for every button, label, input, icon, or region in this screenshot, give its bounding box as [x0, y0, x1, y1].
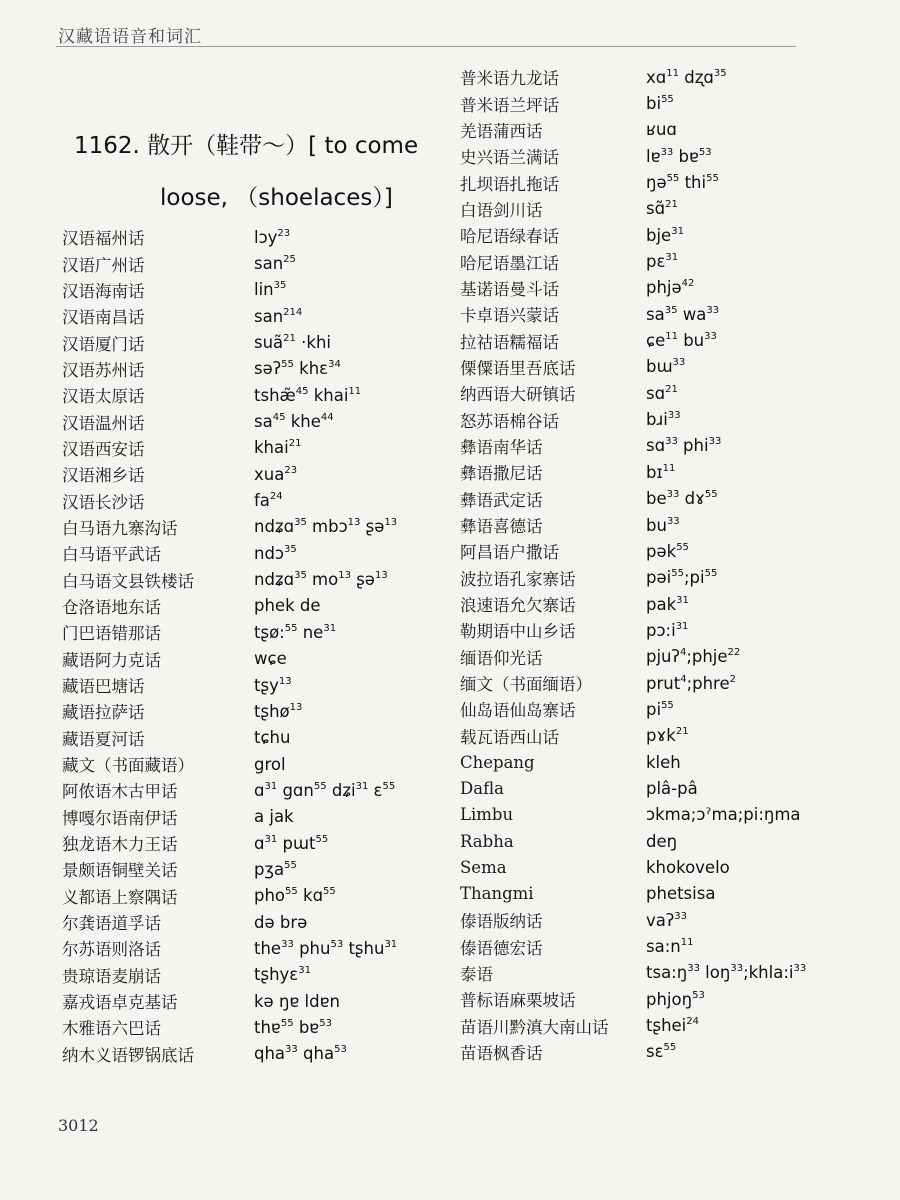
list-item — [62, 909, 397, 935]
language-name: 纳西语大研镇话 — [460, 385, 576, 405]
language-name: 贵琼语麦崩话 — [62, 966, 161, 986]
list-item — [460, 828, 806, 854]
list-item — [62, 593, 397, 619]
language-name: 汉语西安话 — [62, 439, 145, 459]
phonetic-form: phjə$^{42}$ — [646, 278, 695, 298]
right-word-list — [460, 64, 806, 1065]
phonetic-form: səʔ$^{55}$ khɛ$^{34}$ — [254, 359, 341, 379]
language-name: 木雅语六巴话 — [62, 1019, 161, 1039]
header-rule — [56, 46, 796, 47]
language-name: Sema — [460, 857, 507, 877]
phonetic-form: $be^{33}$ dɤ$^{55}$ — [646, 489, 718, 509]
left-word-list — [62, 224, 397, 1067]
phonetic-form: pək$^{55}$ — [646, 541, 689, 561]
list-item — [460, 907, 806, 933]
list-item — [460, 143, 806, 169]
list-item — [62, 883, 397, 909]
list-item — [62, 461, 397, 487]
list-item — [62, 408, 397, 434]
phonetic-form: vaʔ$^{33}$ — [646, 910, 688, 930]
phonetic-form: pho$^{55}$ kɑ$^{55}$ — [254, 886, 336, 906]
language-name: 白马语文县铁楼话 — [62, 571, 194, 591]
list-item — [460, 512, 806, 538]
list-item — [62, 935, 397, 961]
phonetic-form: plâ-pâ — [646, 778, 698, 798]
phonetic-form: lin$^{35}$ — [254, 280, 287, 300]
phonetic-form: $sa:n^{11}$ — [646, 937, 694, 957]
language-name: Chepang — [460, 752, 535, 772]
phonetic-form: ŋə$^{55}$ thi$^{55}$ — [646, 173, 719, 193]
phonetic-form: grol — [254, 754, 286, 774]
list-item — [62, 988, 397, 1014]
list-item — [460, 169, 806, 195]
list-item — [62, 277, 397, 303]
list-item — [62, 329, 397, 355]
phonetic-form: phek de — [254, 596, 321, 616]
phonetic-form: tʂhei$^{24}$ — [646, 1016, 699, 1036]
phonetic-form: tʂhyɛ$^{31}$ — [254, 965, 311, 985]
language-name: 门巴语错那话 — [62, 624, 161, 644]
phonetic-form: phetsisa — [646, 884, 716, 904]
list-item — [460, 222, 806, 248]
language-name: 基诺语曼斗话 — [460, 279, 559, 299]
language-name: 苗语枫香话 — [460, 1043, 543, 1063]
language-name: Dafla — [460, 778, 504, 798]
phonetic-form: pɤk$^{21}$ — [646, 726, 689, 746]
list-item — [62, 646, 397, 672]
language-name: 普标语麻栗坡话 — [460, 991, 576, 1011]
entry-title-line-2: loose, （shoelaces）] — [160, 185, 393, 211]
list-item — [460, 64, 806, 90]
language-name: 汉语福州话 — [62, 229, 145, 249]
language-name: 白马语九寨沟话 — [62, 518, 178, 538]
phonetic-form: $fa^{24}$ — [254, 491, 283, 511]
language-name: 汉语厦门话 — [62, 334, 145, 354]
phonetic-form: pʒa$^{55}$ — [254, 859, 297, 879]
list-item — [460, 591, 806, 617]
phonetic-form: $sa^{45}$ khe$^{44}$ — [254, 412, 334, 432]
phonetic-form: bɪ$^{11}$ — [646, 462, 676, 482]
phonetic-form: pak$^{31}$ — [646, 594, 689, 614]
language-name: 普米语兰坪话 — [460, 95, 559, 115]
phonetic-form: sɛ$^{55}$ — [646, 1042, 677, 1062]
list-item — [62, 540, 397, 566]
language-name: 扎坝语扎拖话 — [460, 174, 559, 194]
list-item — [460, 749, 806, 775]
list-item — [460, 354, 806, 380]
list-item — [62, 566, 397, 592]
phonetic-form: suã$^{21}$ ·khi — [254, 333, 331, 353]
list-item — [460, 854, 806, 880]
phonetic-form: bɯ$^{33}$ — [646, 357, 686, 377]
language-name: 尔龚语道孚话 — [62, 914, 161, 934]
running-head: 汉藏语语音和词汇 — [58, 27, 202, 47]
list-item — [62, 698, 397, 724]
list-item — [62, 751, 397, 777]
list-item — [460, 327, 806, 353]
phonetic-form: sɑ̃$^{21}$ — [646, 199, 678, 219]
language-name: 仓洛语地东话 — [62, 597, 161, 617]
phonetic-form: $sa^{35}$ $wa^{33}$ — [646, 304, 720, 324]
phonetic-form: ndʑɑ$^{35}$ $mo^{13}$ ʂə$^{13}$ — [254, 570, 388, 590]
list-item — [460, 933, 806, 959]
phonetic-form: xɑ$^{11}$ dʐɑ$^{35}$ — [646, 67, 727, 87]
language-name: Rabha — [460, 831, 514, 851]
phonetic-form: san$^{25}$ — [254, 254, 296, 274]
phonetic-form: bje$^{31}$ — [646, 225, 684, 245]
list-item — [460, 117, 806, 143]
language-name: 彝语南华话 — [460, 437, 543, 457]
list-item — [62, 672, 397, 698]
language-name: 彝语喜德话 — [460, 517, 543, 537]
list-item — [62, 303, 397, 329]
list-item — [62, 1014, 397, 1040]
language-name: 傣语德宏话 — [460, 938, 543, 958]
language-name: 哈尼语绿春话 — [460, 227, 559, 247]
phonetic-form: sɑ$^{33}$ phi$^{33}$ — [646, 436, 722, 456]
list-item — [62, 382, 397, 408]
phonetic-form: the$^{33}$ phu$^{53}$ tʂhu$^{31}$ — [254, 938, 398, 958]
list-item — [62, 250, 397, 276]
language-name: 博嘎尔语南伊话 — [62, 808, 178, 828]
phonetic-form: $pi^{55}$ — [646, 699, 674, 719]
language-name: 尔苏语则洛话 — [62, 940, 161, 960]
language-name: 汉语长沙话 — [62, 492, 145, 512]
list-item — [62, 487, 397, 513]
language-name: 阿侬语木古甲话 — [62, 782, 178, 802]
list-item — [460, 644, 806, 670]
phonetic-form: kə ŋɐ ldɐn — [254, 991, 340, 1011]
language-name: 傈僳语里吾底话 — [460, 358, 576, 378]
list-item — [62, 830, 397, 856]
phonetic-form: xua$^{23}$ — [254, 464, 298, 484]
language-name: 史兴语兰满话 — [460, 148, 559, 168]
language-name: 汉语温州话 — [62, 413, 145, 433]
language-name: 纳木义语锣锅底话 — [62, 1045, 194, 1065]
phonetic-form: kleh — [646, 752, 681, 772]
list-item — [460, 670, 806, 696]
phonetic-form: deŋ — [646, 831, 678, 851]
language-name: 汉语广州话 — [62, 255, 145, 275]
list-item — [460, 565, 806, 591]
language-name: 泰语 — [460, 964, 493, 984]
language-name: 藏语巴塘话 — [62, 677, 145, 697]
phonetic-form: pjuʔ$^4$;phje$^{22}$ — [646, 647, 741, 667]
phonetic-form: lɐ$^{33}$ bɐ$^{53}$ — [646, 146, 712, 166]
list-item — [460, 196, 806, 222]
list-item — [460, 275, 806, 301]
language-name: 藏文（书面藏语） — [62, 756, 194, 776]
list-item — [460, 1039, 806, 1065]
list-item — [460, 248, 806, 274]
list-item — [62, 514, 397, 540]
language-name: 普米语九龙话 — [460, 69, 559, 89]
language-name: 藏语夏河话 — [62, 729, 145, 749]
phonetic-form: thɐ$^{55}$ bɐ$^{53}$ — [254, 1017, 332, 1037]
language-name: 白语剑川话 — [460, 200, 543, 220]
list-item — [460, 538, 806, 564]
language-name: 勒期语中山乡话 — [460, 622, 576, 642]
phonetic-form: ndʑɑ$^{35}$ mbɔ$^{13}$ ʂə$^{13}$ — [254, 517, 398, 537]
list-item — [460, 1012, 806, 1038]
list-item — [460, 617, 806, 643]
list-item — [62, 435, 397, 461]
list-item — [62, 856, 397, 882]
list-item — [460, 723, 806, 749]
language-name: 白马语平武话 — [62, 545, 161, 565]
list-item — [460, 459, 806, 485]
phonetic-form: $bi^{55}$ — [646, 94, 674, 114]
list-item — [460, 486, 806, 512]
phonetic-form: $tsa:ŋ^{33}$ $loŋ^{33};khla:i^{33}$ — [646, 963, 807, 983]
list-item — [460, 881, 806, 907]
phonetic-form: bɹi$^{33}$ — [646, 410, 681, 430]
list-item — [460, 802, 806, 828]
language-name: 拉祜语糯福话 — [460, 332, 559, 352]
phonetic-form: ɑ$^{31}$ gɑn$^{55}$ dʑi$^{31}$ ɛ$^{55}$ — [254, 780, 396, 800]
language-name: 卡卓语兴蒙话 — [460, 306, 559, 326]
list-item — [460, 696, 806, 722]
language-name: 汉语苏州话 — [62, 360, 145, 380]
entry-title — [74, 128, 434, 216]
list-item — [460, 406, 806, 432]
list-item — [62, 356, 397, 382]
list-item — [460, 775, 806, 801]
phonetic-form: $pɔ:i^{31}$ — [646, 620, 689, 640]
list-item — [62, 777, 397, 803]
language-name: 彝语撒尼话 — [460, 464, 543, 484]
phonetic-form: a jak — [254, 807, 294, 827]
phonetic-form: qha$^{33}$ qha$^{53}$ — [254, 1044, 347, 1064]
phonetic-form: san$^{214}$ — [254, 306, 303, 326]
phonetic-form: ɕe$^{11}$ $bu^{33}$ — [646, 331, 717, 351]
list-item — [62, 619, 397, 645]
phonetic-form: ndɔ$^{35}$ — [254, 543, 297, 563]
list-item — [62, 962, 397, 988]
language-name: 汉语湘乡话 — [62, 466, 145, 486]
language-name: 藏语阿力克话 — [62, 650, 161, 670]
phonetic-form: phjoŋ$^{53}$ — [646, 989, 705, 1009]
list-item — [62, 804, 397, 830]
phonetic-form: pɛ$^{31}$ — [646, 252, 679, 272]
language-name: 苗语川黔滇大南山话 — [460, 1017, 609, 1037]
list-item — [460, 301, 806, 327]
language-name: 汉语南昌话 — [62, 308, 145, 328]
language-name: 汉语太原话 — [62, 387, 145, 407]
language-name: 嘉戎语卓克基话 — [62, 993, 178, 1013]
language-name: Limbu — [460, 805, 514, 825]
language-name: 义都语上察隅话 — [62, 887, 178, 907]
phonetic-form: tʂy$^{13}$ — [254, 675, 292, 695]
language-name: 景颇语铜壁关话 — [62, 861, 178, 881]
list-item — [460, 90, 806, 116]
language-name: 阿昌语户撒话 — [460, 543, 559, 563]
language-name: 哈尼语墨江话 — [460, 253, 559, 273]
phonetic-form: sɑ$^{21}$ — [646, 383, 678, 403]
language-name: Thangmi — [460, 884, 534, 904]
phonetic-form: də brə — [254, 912, 308, 932]
phonetic-form: lɔy$^{23}$ — [254, 227, 291, 247]
phonetic-form: ɔkma;ɔˀma;pi:ŋma — [646, 805, 801, 825]
phonetic-form: wɕe — [254, 649, 287, 669]
list-item — [460, 986, 806, 1012]
phonetic-form: tshæ̃$^{45}$ khai$^{11}$ — [254, 385, 362, 405]
language-name: 藏语拉萨话 — [62, 703, 145, 723]
language-name: 载瓦语西山话 — [460, 727, 559, 747]
phonetic-form: khokovelo — [646, 857, 730, 877]
phonetic-form: ʁuɑ — [646, 120, 677, 140]
list-item — [62, 224, 397, 250]
list-item — [460, 433, 806, 459]
phonetic-form: $bu^{33}$ — [646, 515, 680, 535]
list-item — [62, 725, 397, 751]
language-name: 怒苏语棉谷话 — [460, 411, 559, 431]
language-name: 独龙语木力王话 — [62, 835, 178, 855]
language-name: 缅文（书面缅语） — [460, 675, 592, 695]
phonetic-form: tɕhu — [254, 728, 291, 748]
list-item — [62, 1041, 397, 1067]
phonetic-form: khai$^{21}$ — [254, 438, 302, 458]
page-number: 3012 — [58, 1116, 99, 1135]
phonetic-form: tʂhø$^{13}$ — [254, 701, 303, 721]
language-name: 缅语仰光话 — [460, 648, 543, 668]
language-name: 仙岛语仙岛寨话 — [460, 701, 576, 721]
entry-title-line-1: 1162. 散开（鞋带～）[ to come — [74, 133, 419, 159]
language-name: 浪速语允欠寨话 — [460, 596, 576, 616]
phonetic-form: tʂø:$^{55}$ $ne^{31}$ — [254, 622, 337, 642]
language-name: 羌语蒲西话 — [460, 121, 543, 141]
phonetic-form: $pəi^{55};pi^{55}$ — [646, 568, 718, 588]
list-item — [460, 960, 806, 986]
list-item — [460, 380, 806, 406]
language-name: 汉语海南话 — [62, 281, 145, 301]
language-name: 傣语版纳话 — [460, 912, 543, 932]
phonetic-form: ɑ$^{31}$ pɯt$^{55}$ — [254, 833, 329, 853]
language-name: 波拉语孔家寨话 — [460, 569, 576, 589]
language-name: 彝语武定话 — [460, 490, 543, 510]
phonetic-form: prut$^4$;phre$^2$ — [646, 673, 737, 693]
